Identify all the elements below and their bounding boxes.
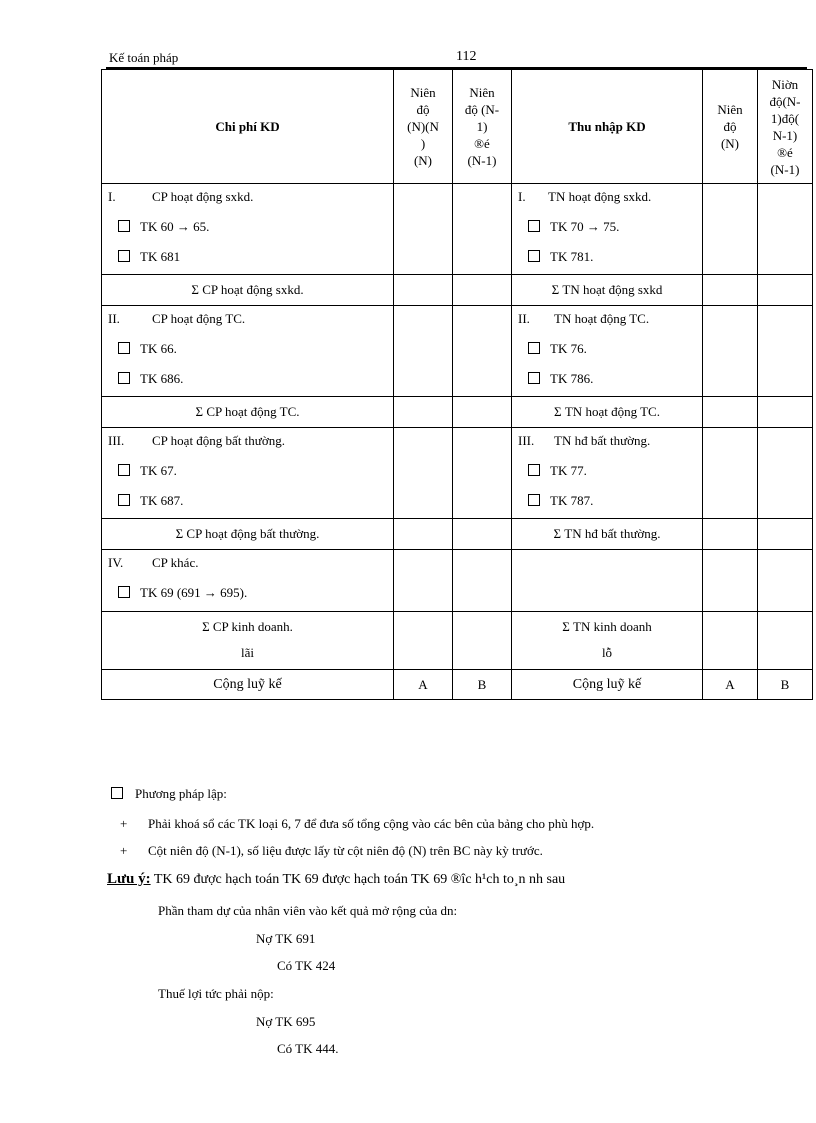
income-year-n1-header [758,70,813,184]
income-total [512,612,703,670]
income-year-n-header [703,70,758,184]
roman-numeral: I. [108,189,116,204]
expense-section-2 [102,306,394,397]
header-line: N-1) [772,127,798,143]
account-item: TK 787. [550,493,594,508]
header-line: Niên [717,102,743,117]
header-line: (N)(N [407,119,439,134]
account-item: TK 76. [550,341,587,356]
checkbox-icon [528,342,540,354]
header-line: độ (N- [464,102,500,117]
checkbox-icon [118,372,130,384]
expense-subtotal: Σ CP hoạt động TC. [102,397,394,428]
header-line: độ [416,102,430,117]
expense-total-label: Σ CP kinh doanh. [202,619,293,634]
income-section-2 [512,306,703,397]
note-detail: Phần tham dự của nhân viên vào kết quả mở rộng của dn: [158,903,458,918]
section-title: TN hoạt động TC. [554,311,650,326]
account-item: TK 69 (691 → 695). [140,585,248,600]
account-item: TK 67. [140,463,177,478]
header-line: ®é [777,144,793,160]
section-title: TN hđ bất thường. [554,433,651,448]
account-item: TK 60 → 65. [140,219,210,234]
checkbox-icon [118,220,130,232]
section-row [102,306,813,397]
income-col-a: A [703,670,758,700]
section-title: CP hoạt động bất thường. [152,433,285,448]
note-line [107,871,565,888]
roman-numeral: IV. [108,555,124,570]
income-total-label: Σ TN kinh doanh [562,619,652,634]
income-subtotal: Σ TN hoạt động TC. [512,397,703,428]
note-label: Lưu ý: [107,871,151,887]
bullet-symbol: + [120,843,128,858]
income-expense-table [101,69,813,700]
header-line: độ [723,119,737,134]
account-item: TK 66. [140,341,177,356]
journal-credit: Có TK 424 [277,958,336,973]
roman-numeral: III. [518,433,535,448]
header-line: ) [420,136,426,151]
totals-row [102,612,813,670]
income-col-b: B [758,670,813,700]
expense-section-4 [102,550,394,612]
checkbox-icon [118,586,130,598]
note-text: TK 69 được hạch toán TK 69 được hạch toán TK 69 ®îc h¹ch to¸n nh sau [153,872,566,887]
header-line: độ(N- [769,93,801,109]
section-title: TN hoạt động sxkd. [548,189,652,204]
checkbox-icon [118,494,130,506]
method-bullet: + Cột niên độ (N-1), số liệu được lấy từ cột niên độ (N) trên BC này kỳ trước. [120,843,543,858]
expense-col-b: B [453,670,512,700]
checkbox-icon [118,250,130,262]
income-cumulative-label: Cộng luỹ kế [512,670,703,700]
expense-section-3 [102,428,394,519]
income-subtotal: Σ TN hđ bất thường. [512,519,703,550]
cumulative-row [102,670,813,700]
checkbox-icon [528,220,540,232]
section-title: CP hoạt động TC. [152,311,246,326]
header-line: Niờn [771,76,799,92]
header-line: 1) [476,119,488,134]
section-title: CP khác. [152,555,199,570]
header-line: (N) [720,136,740,151]
expense-title: Chi phí KD [102,70,394,184]
checkbox-icon [111,787,123,799]
header-line: 1)độ( [770,110,800,126]
account-item: TK 687. [140,493,184,508]
checkbox-icon [528,494,540,506]
subtotal-row [102,519,813,550]
income-subtotal: Σ TN hoạt động sxkd [512,275,703,306]
section-row [102,550,813,612]
income-section-1 [512,184,703,275]
header-line: (N-1) [467,153,497,168]
checkbox-icon [528,250,540,262]
expense-subtotal: Σ CP hoạt động sxkd. [102,275,394,306]
profit-label: lãi [241,645,254,660]
roman-numeral: II. [108,311,120,326]
roman-numeral: I. [518,189,526,204]
method-bullet: + Phải khoá sổ các TK loại 6, 7 để đưa số tổng cộng vào các bên của bảng cho phù hợp. [120,816,595,831]
roman-numeral: II. [518,311,530,326]
section-row [102,428,813,519]
income-title: Thu nhập KD [512,70,703,184]
checkbox-icon [528,372,540,384]
journal-credit: Có TK 444. [277,1041,339,1056]
table-header-row [102,70,813,184]
account-item: TK 781. [550,249,594,264]
expense-year-n-header [394,70,453,184]
account-item: TK 686. [140,371,184,386]
section-row [102,184,813,275]
header-title: Kế toán pháp [109,50,179,65]
method-heading: Phương pháp lập: [109,786,227,802]
roman-numeral: III. [108,433,125,448]
expense-col-a: A [394,670,453,700]
section-title: CP hoạt động sxkd. [152,189,254,204]
expense-subtotal: Σ CP hoạt động bất thường. [102,519,394,550]
account-item: TK 70 → 75. [550,219,620,234]
expense-year-n1-header [453,70,512,184]
page-number: 112 [456,49,477,64]
checkbox-icon [528,464,540,476]
account-item: TK 681 [140,249,181,264]
journal-debit: Nợ TK 695 [256,1014,316,1029]
checkbox-icon [118,464,130,476]
header-line: (N) [413,153,433,168]
header-line: (N-1) [770,161,800,177]
header-line: Niên [469,85,495,100]
note-detail: Thuế lợi tức phải nộp: [158,986,274,1001]
journal-debit: Nợ TK 691 [256,931,316,946]
header-line: ®é [474,136,490,151]
subtotal-row [102,397,813,428]
header-line: Niên [410,85,436,100]
expense-section-1 [102,184,394,275]
income-section-3 [512,428,703,519]
bullet-symbol: + [120,816,128,831]
subtotal-row [102,275,813,306]
account-item: TK 77. [550,463,587,478]
loss-label: lỗ [601,645,613,660]
checkbox-icon [118,342,130,354]
expense-total [102,612,394,670]
expense-cumulative-label: Cộng luỹ kế [102,670,394,700]
account-item: TK 786. [550,371,594,386]
